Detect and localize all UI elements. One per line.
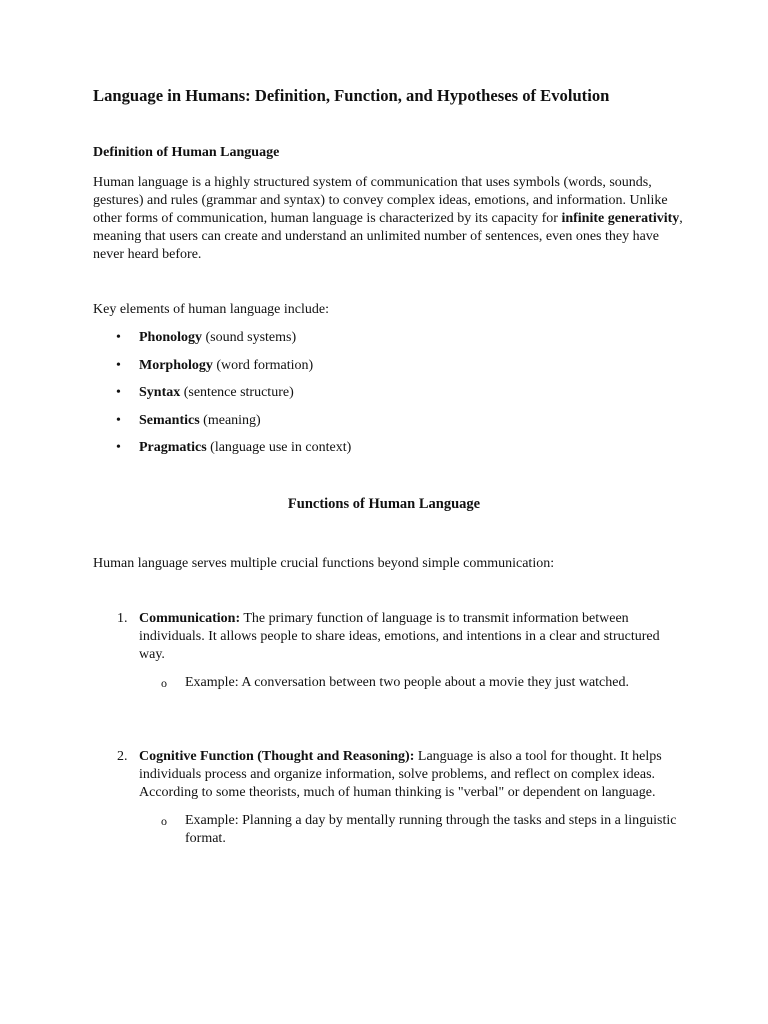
circle-bullet-icon: o [161,676,167,690]
section-heading-functions: Functions of Human Language [287,496,481,512]
bullet-icon: • [116,385,121,401]
section-heading-definition: Definition of Human Language [93,145,280,160]
element-term: Phonology [139,330,203,345]
bullet-icon: • [116,357,121,373]
function-item-communication [93,610,683,692]
bullet-icon: • [116,440,121,456]
example-item [93,674,683,692]
item-number: 1. [117,611,128,626]
numbered-item [93,748,683,802]
element-desc: (sentence structure) [180,385,294,401]
item-number: 2. [117,749,128,764]
element-desc: (meaning) [199,412,261,428]
function-term: Cognitive Function (Thought and Reasoning): [139,749,415,764]
example-text: Example: A conversation between two people about a movie they just watched. [185,675,629,690]
function-desc: Language is also a tool for thought. It helps individuals process and organize information, solve problems, and reflect on complex ideas. According to some theorists, much of human thinking is "verbal" or dependent on language. [139,749,662,800]
bullet-icon: • [116,412,121,428]
element-term: Pragmatics [139,440,207,456]
document-title: Language in Humans: Definition, Function, and Hypotheses of Evolution [93,86,610,105]
element-desc: (sound systems) [202,330,297,345]
numbered-item [93,610,683,664]
key-elements-list [93,329,683,467]
function-item-cognitive [93,748,683,848]
element-desc: (word formation) [212,357,314,373]
list-item [93,357,683,385]
infinite-generativity-term: infinite generativity [561,211,680,226]
functions-intro: Human language serves multiple crucial functions beyond simple communication: [93,556,555,571]
list-item [93,384,683,412]
circle-bullet-icon: o [161,814,167,828]
example-text: Example: Planning a day by mentally running through the tasks and steps in a linguistic format. [185,813,677,846]
function-desc: The primary function of language is to transmit information between individuals. It allows people to share ideas, emotions, and intentions in a clear and structured way. [139,611,660,662]
example-item [93,812,683,848]
list-item [93,329,683,357]
element-term: Syntax [139,385,181,401]
definition-text-start: Human language is a highly structured system of communication that uses symbols (words, sounds, gestures) and rules (grammar and syntax) to convey complex ideas, emotions, and information. Unlike other forms of communication, human language is characterized by its capacity for [93,175,668,226]
key-elements-intro: Key elements of human language include: [93,302,329,317]
element-term: Semantics [139,412,200,428]
definition-paragraph [93,174,683,264]
element-desc: (language use in context) [206,440,352,456]
list-item [93,439,683,467]
list-item [93,412,683,440]
definition-text-end: , meaning that users can create and understand an unlimited number of sentences, even ones they have never heard before. [93,211,683,262]
function-term: Communication: [139,611,241,626]
element-term: Morphology [139,357,213,373]
bullet-icon: • [116,330,121,345]
